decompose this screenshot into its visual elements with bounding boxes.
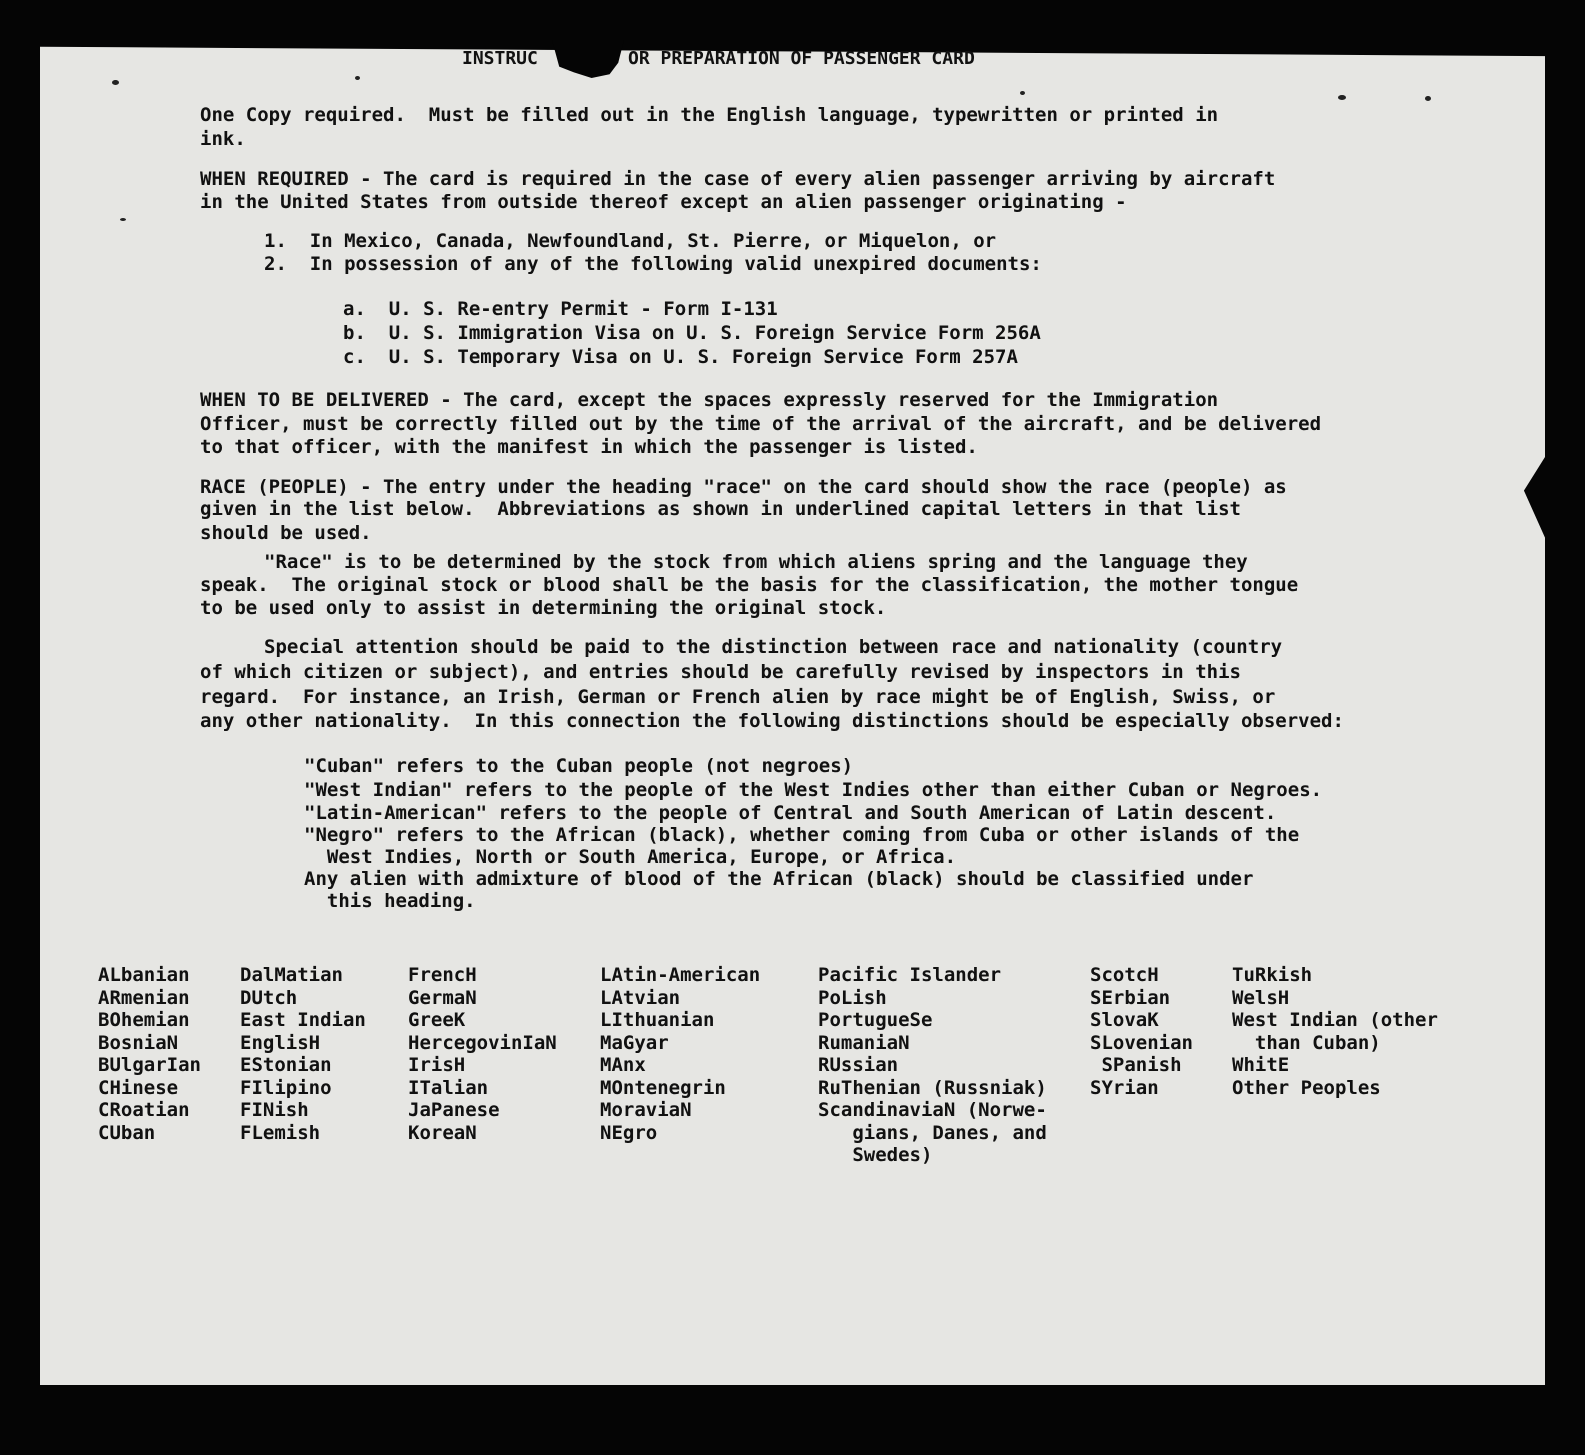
when-required-line: in the United States from outside thereof except an alien passenger originating - [200, 191, 1127, 213]
special-attention-line: of which citizen or subject), and entries should be carefully revised by inspectors in this [200, 661, 1241, 683]
when-required-item: 2. In possession of any of the following valid unexpired documents: [264, 253, 1042, 275]
race-entry: WhitE [1232, 1054, 1290, 1076]
distinction-line: Any alien with admixture of blood of the African (black) should be classified under [304, 868, 1254, 890]
race-entry: GermaN [408, 986, 477, 1009]
race-entry: FLemish [240, 1121, 321, 1144]
race-entry: MaGyar [600, 1031, 669, 1054]
race-entry: BosniaN [98, 1031, 179, 1054]
when-delivered-line: to that officer, with the manifest in which the passenger is listed. [200, 436, 978, 458]
ink-speck [355, 76, 360, 80]
race-entry: CUban [98, 1121, 156, 1144]
race-list-column [408, 964, 557, 1144]
race-entry: LIthuanian [600, 1009, 715, 1031]
race-entry: GreeK [408, 1009, 466, 1031]
race-entry: ARmenian [98, 986, 190, 1009]
race-entry: than Cuban) [1232, 1031, 1381, 1054]
race-entry: KoreaN [408, 1121, 477, 1144]
race-entry: Other Peoples [1232, 1076, 1381, 1099]
document-item: a. U. S. Re-entry Permit - Form I-131 [343, 298, 778, 320]
intro-line: ink. [200, 128, 246, 150]
race-entry: RuThenian (Russniak) [818, 1076, 1047, 1099]
document-title-left: INSTRUC [462, 48, 538, 69]
race-entry: IrisH [408, 1054, 466, 1076]
when-delivered-line: Officer, must be correctly filled out by the time of the arrival of the aircraft, and be delivered [200, 413, 1322, 435]
race-entry: EStonian [240, 1054, 332, 1076]
race-entry: ALbanian [98, 964, 190, 986]
distinction-line: this heading. [304, 890, 476, 912]
race-entry: RUssian [818, 1054, 899, 1076]
race-entry: FIlipino [240, 1076, 332, 1099]
race-people-line: should be used. [200, 522, 372, 544]
special-attention-line: any other nationality. In this connection the following distinctions should be especially observed: [200, 710, 1344, 732]
race-entry: CHinese [98, 1076, 179, 1099]
race-entry: MOntenegrin [600, 1076, 726, 1099]
special-attention-line: regard. For instance, an Irish, German or French alien by race might be of English, Swiss, or [200, 686, 1276, 708]
race-entry: CRoatian [98, 1099, 190, 1121]
ink-speck [1338, 95, 1346, 100]
race-entry: PoLish [818, 986, 887, 1009]
race-entry: LAtvian [600, 986, 681, 1009]
distinction-line: "Latin-American" refers to the people of Central and South American of Latin descent. [304, 802, 1277, 824]
distinction-line: "West Indian" refers to the people of the West Indies other than either Cuban or Negroes. [304, 779, 1323, 801]
race-entry: PortugueSe [818, 1009, 933, 1031]
special-attention-line: Special attention should be paid to the distinction between race and nationality (country [264, 636, 1283, 658]
race-entry: Swedes) [818, 1144, 933, 1166]
race-list-column [600, 964, 760, 1144]
document-item: c. U. S. Temporary Visa on U. S. Foreign Service Form 257A [343, 346, 1018, 368]
ink-speck [120, 218, 126, 221]
ink-speck [112, 80, 119, 85]
race-people-line: given in the list below. Abbreviations as shown in underlined capital letters in that list [200, 498, 1241, 520]
race-entry: SErbian [1090, 986, 1171, 1009]
distinction-line: West Indies, North or South America, Europe, or Africa. [304, 846, 957, 868]
race-list-column [98, 964, 201, 1144]
race-entry: ITalian [408, 1076, 489, 1099]
when-delivered-line: WHEN TO BE DELIVERED - The card, except the spaces expressly reserved for the Immigration [200, 389, 1219, 411]
ink-speck [1425, 96, 1431, 101]
when-required-item: 1. In Mexico, Canada, Newfoundland, St. Pierre, or Miquelon, or [264, 230, 997, 252]
race-entry: TuRkish [1232, 964, 1313, 986]
race-entry: BUlgarIan [98, 1054, 201, 1076]
race-entry: FrencH [408, 964, 477, 986]
race-entry: Pacific Islander [818, 964, 1002, 986]
race-entry: RumaniaN [818, 1031, 910, 1054]
race-entry: ScandinaviaN (Norwe- [818, 1099, 1047, 1121]
race-entry: BOhemian [98, 1009, 190, 1031]
race-entry: LAtin-American [600, 964, 761, 986]
race-entry: FINish [240, 1099, 309, 1121]
race-entry: MAnx [600, 1054, 646, 1076]
race-entry: HercegovinIaN [408, 1031, 557, 1054]
race-entry: ScotcH [1090, 964, 1159, 986]
race-entry: MoraviaN [600, 1099, 692, 1121]
when-required-line: WHEN REQUIRED - The card is required in the case of every alien passenger arriving by aircraft [200, 168, 1276, 190]
race-entry: DUtch [240, 986, 298, 1009]
race-entry: SPanish [1090, 1054, 1182, 1076]
document-item: b. U. S. Immigration Visa on U. S. Foreign Service Form 256A [343, 322, 1041, 344]
race-list-column [1090, 964, 1193, 1099]
race-entry: EnglisH [240, 1031, 321, 1054]
race-determined-line: to be used only to assist in determining the original stock. [200, 597, 887, 619]
race-entry: NEgro [600, 1121, 658, 1144]
intro-line: One Copy required. Must be filled out in the English language, typewritten or printed in [200, 104, 1219, 126]
race-entry: SLovenian [1090, 1031, 1193, 1054]
race-list-column [818, 964, 1047, 1167]
race-people-line: RACE (PEOPLE) - The entry under the heading "race" on the card should show the race (people) as [200, 476, 1287, 498]
document-title-right: OR PREPARATION OF PASSENGER CARD [628, 48, 975, 69]
race-list-column [240, 964, 366, 1144]
race-entry: WelsH [1232, 986, 1290, 1009]
race-list-column [1232, 964, 1438, 1099]
distinction-line: "Cuban" refers to the Cuban people (not negroes) [304, 755, 854, 777]
race-determined-line: "Race" is to be determined by the stock from which aliens spring and the language they [264, 551, 1248, 573]
race-entry: West Indian (other [1232, 1009, 1438, 1031]
race-entry: gians, Danes, and [818, 1121, 1047, 1144]
distinction-line: "Negro" refers to the African (black), whether coming from Cuba or other islands of the [304, 824, 1300, 846]
race-entry: DalMatian [240, 964, 343, 986]
race-determined-line: speak. The original stock or blood shall be the basis for the classification, the mother tongue [200, 574, 1299, 596]
race-entry: JaPanese [408, 1099, 500, 1121]
race-entry: East Indian [240, 1009, 366, 1031]
race-entry: SlovaK [1090, 1009, 1159, 1031]
ink-speck [1020, 91, 1025, 95]
race-entry: SYrian [1090, 1076, 1159, 1099]
